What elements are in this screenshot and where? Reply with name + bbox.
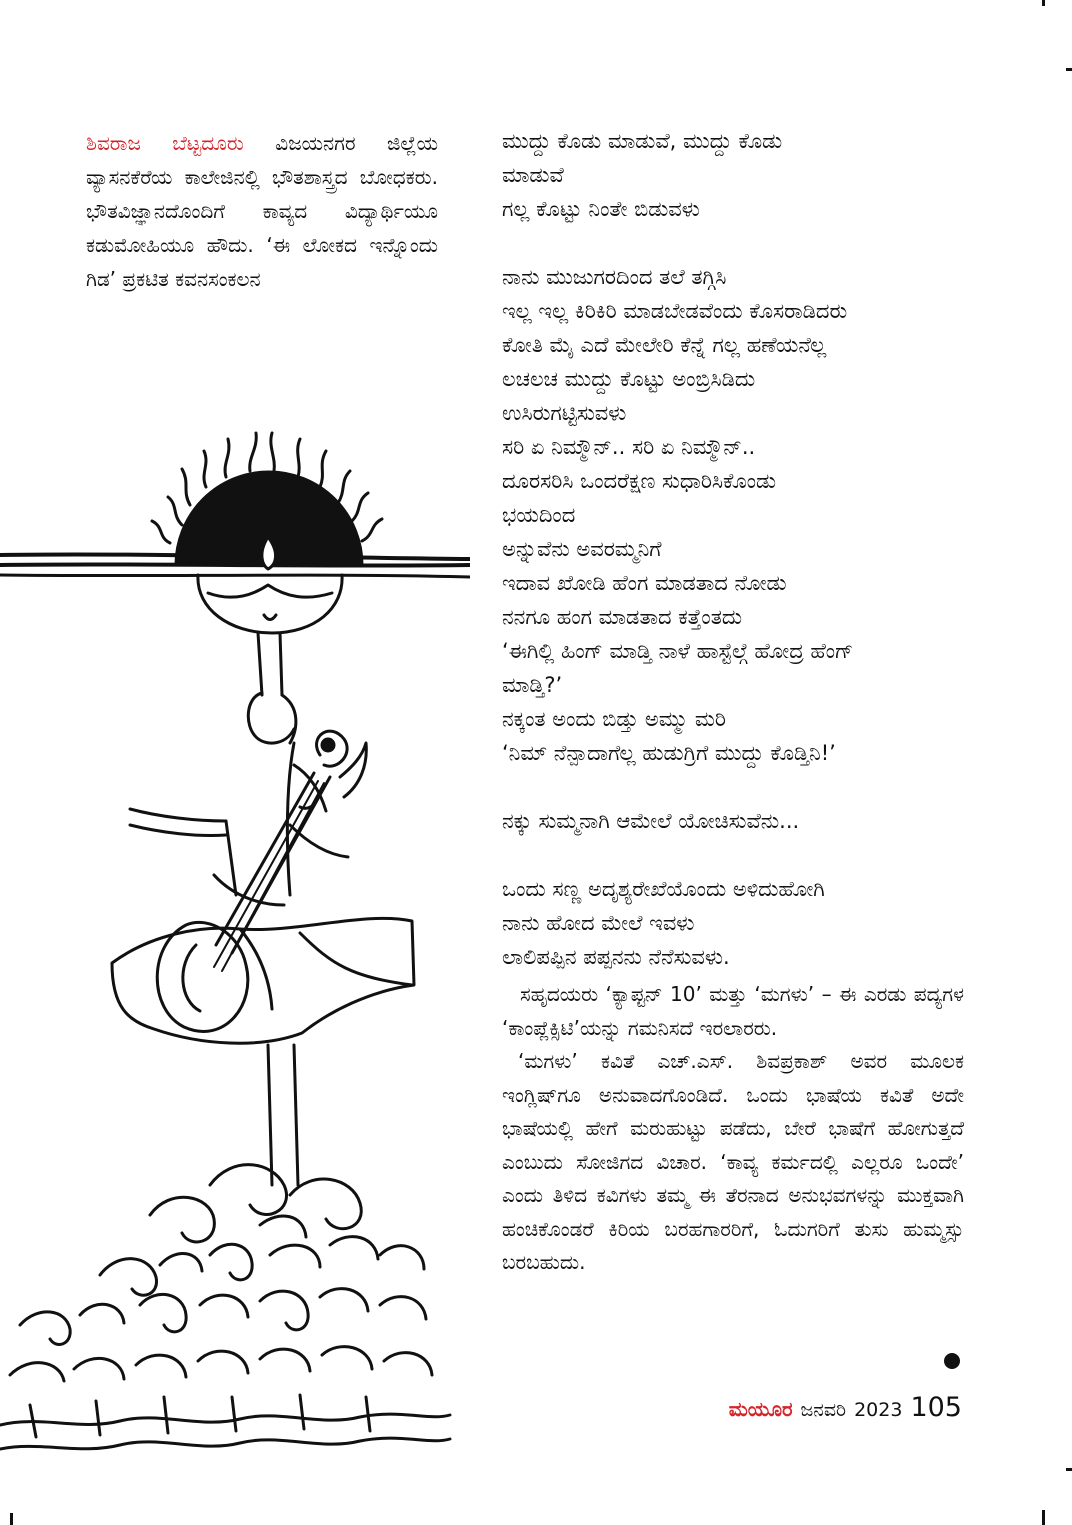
poem-line: ಉಸಿರುಗಟ್ಟಿಸುವಳು: [502, 401, 627, 425]
poem-line: ಮುದ್ದು ಕೊಡು ಮಾಡುವೆ, ಮುದ್ದು ಕೊಡು: [502, 129, 783, 153]
poem-line: ಕೋತಿ ಮೈ ಎದೆ ಮೇಲೇರಿ ಕೆನ್ನೆ ಗಲ್ಲ ಹಣೆಯನೆಲ್ಲ: [502, 333, 827, 357]
crop-mark: [1066, 1468, 1072, 1471]
poem-line: ಗಲ್ಲ ಕೊಟ್ಟು ನಿಂತೇ ಬಿಡುವಳು: [502, 197, 700, 221]
poem-line: ಅನ್ನುವೆನು ಅವರಮ್ಮನಿಗೆ: [502, 537, 662, 561]
poem-line: ಒಂದು ಸಣ್ಣ ಅದೃಶ್ಯರೇಖೆಯೊಂದು ಅಳಿದುಹೋಗಿ: [502, 877, 825, 901]
commentary: [502, 978, 964, 1280]
poem-line: ನಾನು ಮುಜುಗರದಿಂದ ತಲೆ ತಗ್ಗಿಸಿ: [502, 265, 727, 289]
poem-line: ಸರಿ ಏ ನಿಮ್ಮೌನ್‌.. ಸರಿ ಏ ನಿಮ್ಮೌನ್‌..: [502, 435, 756, 459]
page-number: 105: [910, 1392, 962, 1423]
poem-line: ನಕ್ಕಂತ ಅಂದು ಬಿಡ್ತು ಅಮ್ಮು ಮರಿ: [502, 707, 726, 731]
poem-line: ‘ಈಗಿಲ್ಲಿ ಹಿಂಗ್ ಮಾಡ್ತಿ ನಾಳೆ ಹಾಸ್ಟೆಲ್ಗೆ ಹೋದ್ರ ಹೆಂಗ್: [502, 639, 854, 663]
poem-line: ಲಾಲಿಪಪ್ಪಿನ ಪಪ್ಪನನು ನೆನೆಸುವಳು.: [502, 945, 730, 969]
author-name: ಶಿವರಾಜ ಬೆಟ್ಟದೂರು: [86, 131, 244, 155]
poem-line: ಮಾಡ್ತಿ?’: [502, 673, 563, 697]
commentary-paragraph: ಸಹೃದಯರು ‘ಕ್ಯಾಪ್ಟನ್ 10’ ಮತ್ತು ‘ಮಗಳು’ – ಈ ಎರಡು ಪದ್ಯಗಳ ‘ಕಾಂಪ್ಲೆಕ್ಸಿಟಿ’ಯನ್ನು ಗಮನಿಸದೆ ಇರಲಾರರು.: [502, 982, 964, 1040]
poem-line: ನನಗೂ ಹಂಗ ಮಾಡತಾದ ಕತ್ತೆಂತದು: [502, 605, 743, 629]
veena-player-illustration: [0, 425, 470, 1495]
crop-mark: [10, 1513, 13, 1525]
end-mark-bullet: [944, 1353, 960, 1369]
poem-line: ನಕ್ಕು ಸುಮ್ಮನಾಗಿ ಆಮೇಲೆ ಯೋಚಿಸುವೆನು...: [502, 809, 800, 833]
poem-line: ಇದಾವ ಖೋಡಿ ಹೆಂಗ ಮಾಡತಾದ ನೋಡು: [502, 571, 787, 595]
horizon-line: [0, 564, 470, 565]
lamp-bowl: [198, 575, 342, 633]
stanza-3: [502, 804, 972, 838]
author-bio: [86, 126, 438, 296]
stanza-break: [502, 226, 972, 260]
stanza-1: [502, 124, 972, 226]
horizon-line: [0, 575, 470, 577]
stanza-break: [502, 770, 972, 804]
crop-mark: [1042, 0, 1045, 6]
veena-body: [157, 922, 248, 1031]
poem-line: ದೂರಸರಿಸಿ ಒಂದರೆಕ್ಷಣ ಸುಧಾರಿಸಿಕೊಂಡು: [502, 469, 777, 493]
stanza-break: [502, 838, 972, 872]
poem-line: ‘ನಿಮ್ ನೆನ್ಪಾದಾಗೆಲ್ಲ ಹುಡುಗ್ರಿಗೆ ಮುದ್ದು ಕೊಡ್ತಿನಿ!’: [502, 741, 836, 765]
poem-line: ಮಾಡುವೆ: [502, 163, 564, 187]
poem-line: ನಾನು ಹೋದ ಮೇಲೆ ಇವಳು: [502, 911, 695, 935]
commentary-paragraph: ‘ಮಗಳು’ ಕವಿತೆ ಎಚ್.ಎಸ್. ಶಿವಪ್ರಕಾಶ್ ಅವರ ಮೂಲಕ ಇಂಗ್ಲಿಷ್‌ಗೂ ಅನುವಾದಗೊಂಡಿದೆ. ಒಂದು ಭಾಷೆಯ ಕವಿತೆ ಅದೇ ಭಾಷೆಯಲ್ಲಿ ಹೇಗೆ ಮರುಹುಟ್ಟು ಪಡೆದು, ಬೇರೆ ಭಾಷೆಗೆ ಹೋಗುತ್ತದೆ ಎಂಬುದು ಸೋಜಿಗದ ವಿಚಾರ. ‘ಕಾವ್ಯ ಕರ್ಮದಲ್ಲಿ ಎಲ್ಲರೂ ಒಂದೇ’ ಎಂದು ತಿಳಿದ ಕವಿಗಳು ತಮ್ಮ ಈ ತೆರನಾದ ಅನುಭವಗಳನ್ನು ಮುಕ್ತವಾಗಿ ಹಂಚಿಕೊಂಡರೆ ಕಿರಿಯ ಬರಹಗಾರರಿಗೆ, ಓದುಗರಿಗೆ ತುಸು ಹುಮ್ಮಸ್ಸು ಬರಬಹುದು.: [502, 1049, 964, 1274]
poem-line: ಭಯದಿಂದ: [502, 503, 576, 527]
crop-mark: [1066, 68, 1072, 71]
page-footer: [729, 1392, 962, 1423]
poem: [502, 124, 972, 974]
waves: [0, 1165, 450, 1449]
stanza-2: [502, 260, 972, 770]
magazine-logo: ಮಯೂರ: [728, 1397, 793, 1421]
issue-month: ಜನವರಿ: [800, 1399, 847, 1421]
crop-mark: [1042, 1510, 1045, 1525]
issue-year: 2023: [854, 1399, 903, 1421]
bio-text: ವಿಜಯನಗರ ಜಿಲ್ಲೆಯ ವ್ಯಾಸನಕೆರೆಯ ಕಾಲೇಜಿನಲ್ಲಿ ಭೌತಶಾಸ್ತ್ರದ ಬೋಧಕರು. ಭೌತವಿಜ್ಞಾನದೊಂದಿಗೆ ಕಾವ್ಯದ ವಿದ್ಯಾರ್ಥಿಯೂ ಕಡುಮೋಹಿಯೂ ಹೌದು. ‘ಈ ಲೋಕದ ಇನ್ನೊಂದು ಗಿಡ’ ಪ್ರಕಟಿತ ಕವನಸಂಕಲನ: [86, 131, 438, 291]
stanza-4: [502, 872, 972, 974]
poem-line: ಇಲ್ಲ ಇಲ್ಲ ಕಿರಿಕಿರಿ ಮಾಡಬೇಡವೆಂದು ಕೊಸರಾಡಿದರು: [502, 299, 848, 323]
pillar: [268, 1045, 272, 1185]
poem-line: ಲಚಲಚ ಮುದ್ದು ಕೊಟ್ಟು ಅಂಬ್ರಿಸಿಡಿದು: [502, 367, 756, 391]
